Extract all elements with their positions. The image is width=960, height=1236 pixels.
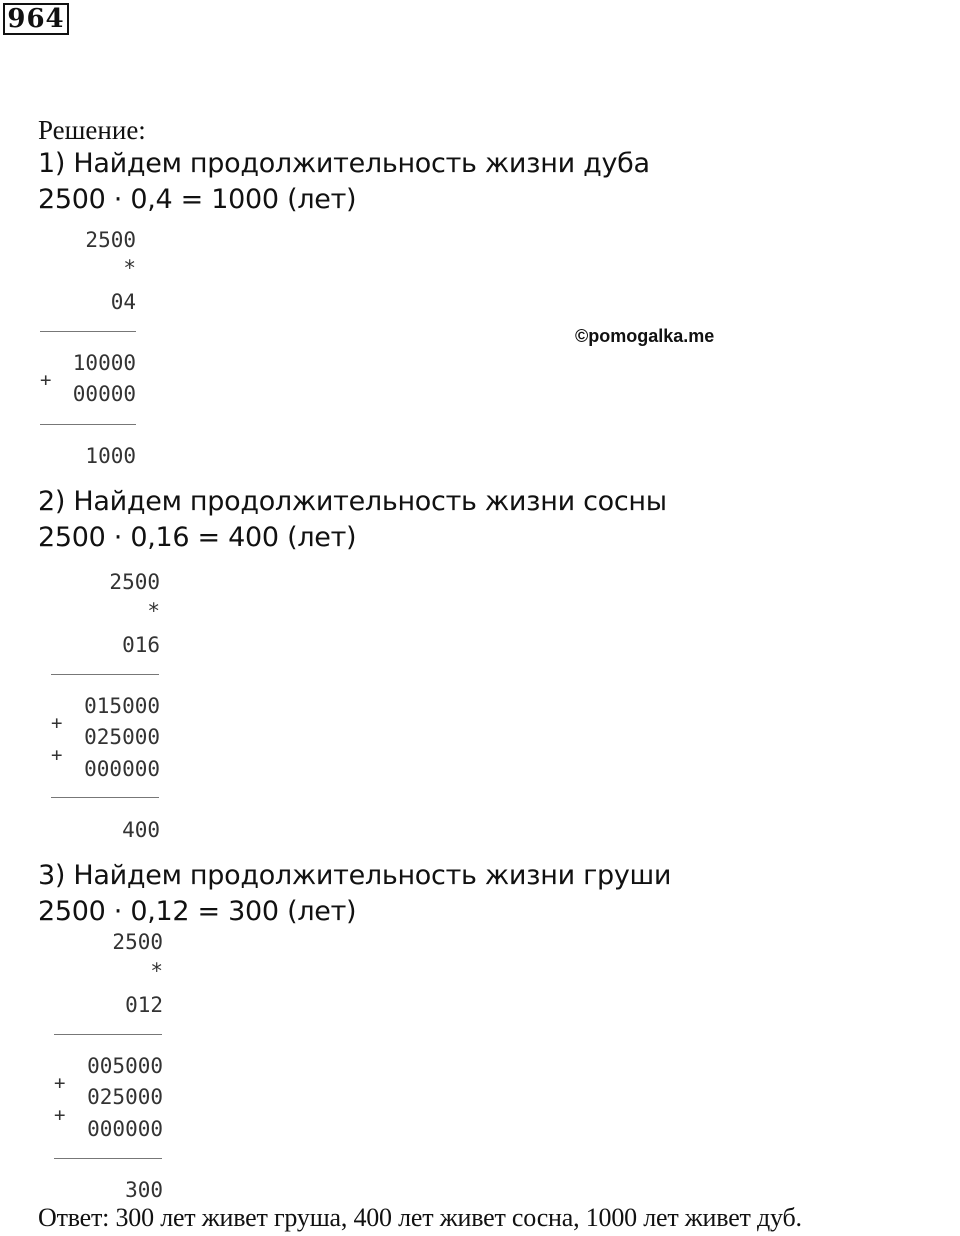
- step-1-plus-1: +: [40, 369, 52, 391]
- step-3-plus-1: +: [54, 1072, 66, 1094]
- watermark: ©pomogalka.me: [575, 326, 715, 346]
- step-2-result: 400: [122, 818, 160, 842]
- step-2-heading: 2) Найдем продолжительность жизни сосны: [38, 486, 667, 517]
- step-3-result: 300: [125, 1178, 163, 1202]
- step-3-equation: 2500 · 0,12 = 300 (лет): [38, 896, 357, 927]
- step-2-equation: 2500 · 0,16 = 400 (лет): [38, 522, 357, 553]
- step-3-heading: 3) Найдем продолжительность жизни груши: [38, 860, 672, 891]
- step-2-multiplier: 016: [122, 633, 160, 657]
- step-2-plus-2: +: [51, 744, 63, 766]
- step-2-multiplicand: 2500: [109, 570, 160, 594]
- step-1-partial-2: 00000: [72, 382, 136, 406]
- step-2-partial-1: 015000: [84, 694, 160, 718]
- step-1-heading: 1) Найдем продолжительность жизни дуба: [38, 148, 650, 179]
- step-3-plus-2: +: [54, 1104, 66, 1126]
- step-3-partial-2: 025000: [87, 1085, 163, 1109]
- step-3-partial-3: 000000: [87, 1117, 163, 1141]
- step-3-multiplicand: 2500: [112, 930, 163, 954]
- step-2-operator: *: [147, 599, 160, 623]
- step-3-rule-top: [54, 1034, 162, 1035]
- step-1-partial-1: 10000: [72, 351, 136, 375]
- step-1-multiplier: 04: [110, 290, 136, 314]
- step-1-multiplicand: 2500: [85, 228, 136, 252]
- solution-label: Решение:: [38, 115, 146, 145]
- step-1-operator: *: [123, 256, 136, 280]
- step-2-rule-bottom: [51, 797, 159, 798]
- step-2-partial-2: 025000: [84, 725, 160, 749]
- step-3-operator: *: [150, 959, 163, 983]
- step-3-rule-bottom: [54, 1158, 162, 1159]
- step-2-rule-top: [51, 674, 159, 675]
- step-1-rule-top: [40, 331, 136, 332]
- step-1-rule-bottom: [40, 424, 136, 425]
- step-2-partial-3: 000000: [84, 757, 160, 781]
- problem-number: 964: [3, 3, 69, 35]
- step-1-equation: 2500 · 0,4 = 1000 (лет): [38, 184, 357, 215]
- step-1-result: 1000: [85, 444, 136, 468]
- step-3-multiplier: 012: [125, 993, 163, 1017]
- answer-text: Ответ: 300 лет живет груша, 400 лет живет сосна, 1000 лет живет дуб.: [38, 1203, 802, 1232]
- step-2-plus-1: +: [51, 712, 63, 734]
- step-3-partial-1: 005000: [87, 1054, 163, 1078]
